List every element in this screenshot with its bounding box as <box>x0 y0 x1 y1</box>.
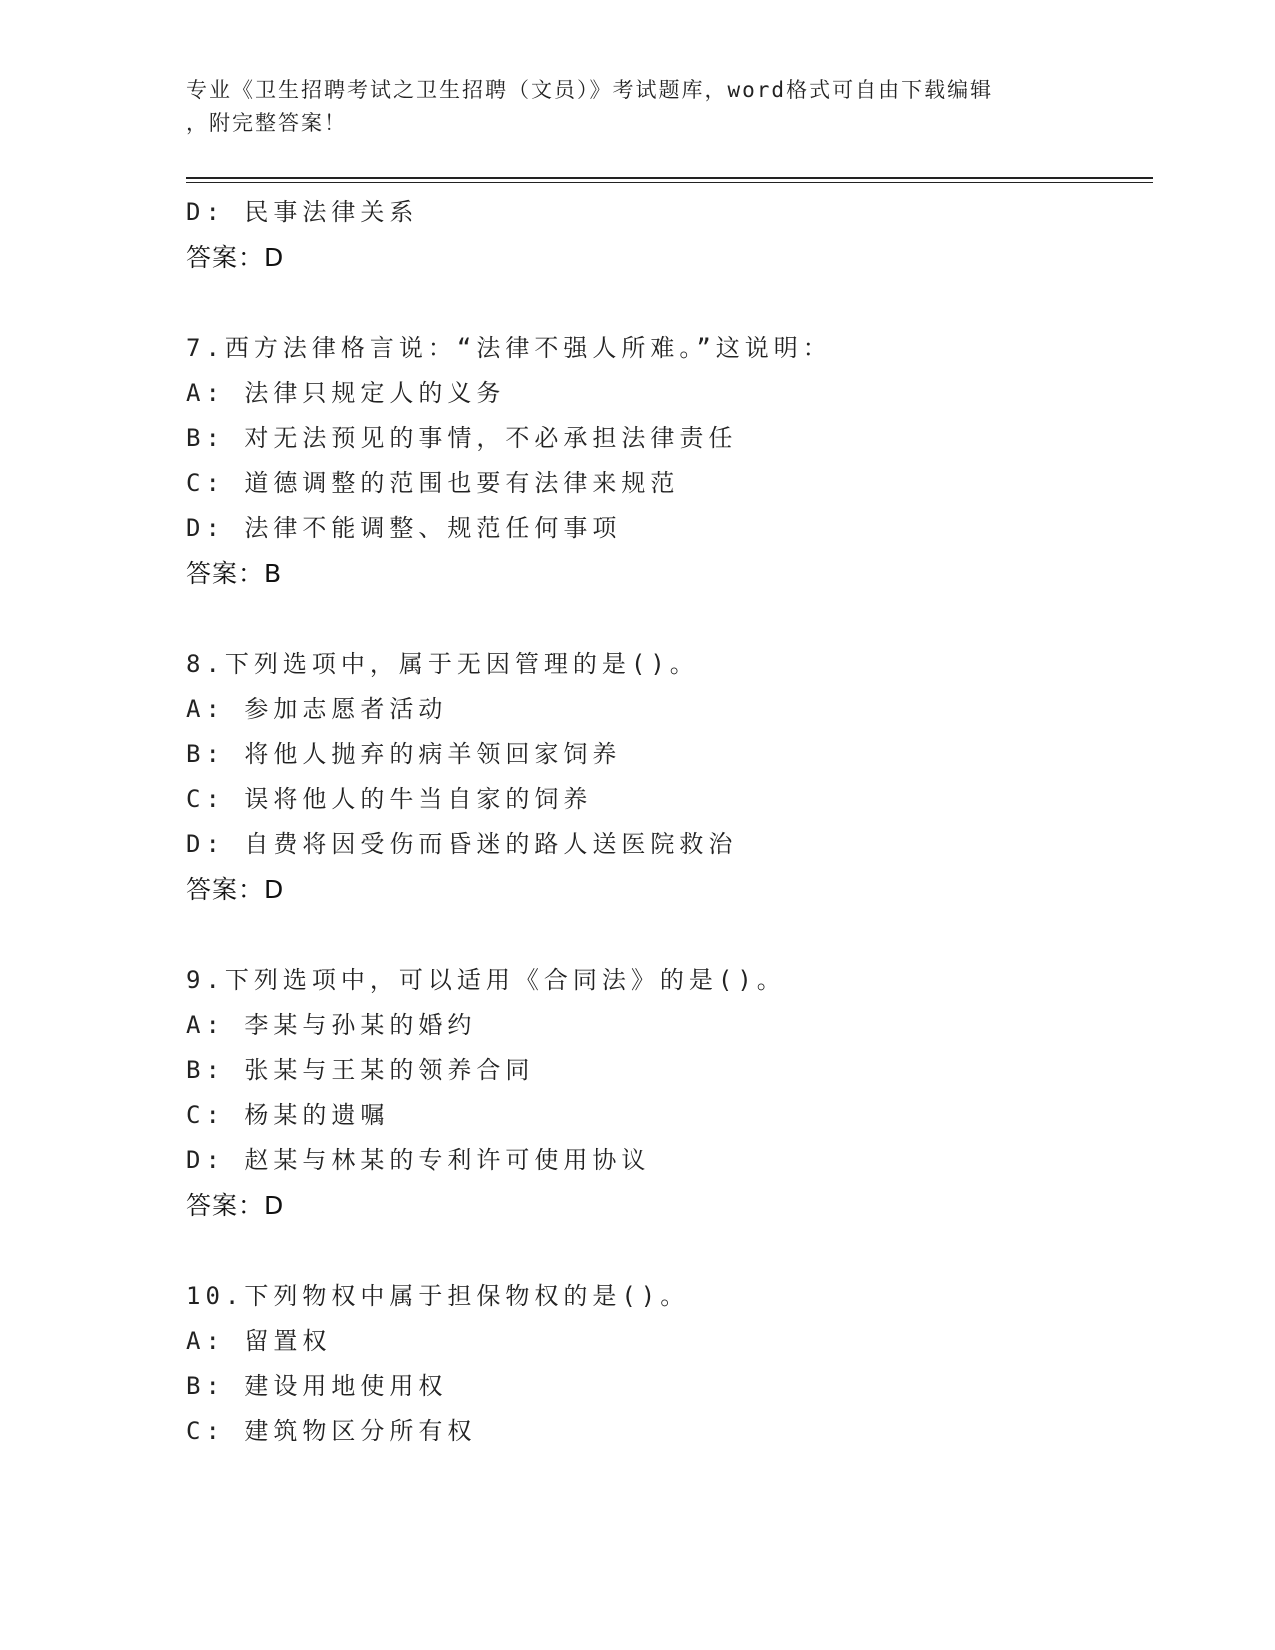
question-stem: 7.西方法律格言说：“法律不强人所难。”这说明： <box>186 334 832 362</box>
question-6-fragment <box>186 190 1153 280</box>
option-d: D: 自费将因受伤而昏迷的路人送医院救治 <box>186 830 738 858</box>
question-10 <box>186 1274 1153 1454</box>
option-c: C: 道德调整的范围也要有法律来规范 <box>186 469 680 497</box>
question-list <box>186 190 1153 1454</box>
option-c: C: 建筑物区分所有权 <box>186 1417 477 1445</box>
option-d: D: 赵某与林某的专利许可使用协议 <box>186 1146 651 1174</box>
option-b: B: 张某与王某的领养合同 <box>186 1056 535 1084</box>
answer: 答案：B <box>186 559 283 588</box>
question-8 <box>186 642 1153 912</box>
option-d: D: 民事法律关系 <box>186 198 419 226</box>
question-9 <box>186 958 1153 1228</box>
header-line-2: ，附完整答案！ <box>186 111 347 135</box>
option-b: B: 对无法预见的事情，不必承担法律责任 <box>186 424 738 452</box>
option-c: C: 杨某的遗嘱 <box>186 1101 390 1129</box>
option-b: B: 建设用地使用权 <box>186 1372 448 1400</box>
option-a: A: 参加志愿者活动 <box>186 695 448 723</box>
question-7 <box>186 326 1153 596</box>
header-line-1: 专业《卫生招聘考试之卫生招聘（文员）》考试题库，word格式可自由下载编辑 <box>186 78 994 102</box>
header-divider-thick <box>186 177 1153 179</box>
answer: 答案：D <box>186 1191 285 1220</box>
question-stem: 9.下列选项中，可以适用《合同法》的是()。 <box>186 966 786 994</box>
option-c: C: 误将他人的牛当自家的饲养 <box>186 785 593 813</box>
option-a: A: 留置权 <box>186 1327 332 1355</box>
answer: 答案：D <box>186 875 285 904</box>
question-stem: 10.下列物权中属于担保物权的是()。 <box>186 1282 690 1310</box>
option-a: A: 李某与孙某的婚约 <box>186 1011 477 1039</box>
document-header <box>186 74 1066 140</box>
option-a: A: 法律只规定人的义务 <box>186 379 506 407</box>
answer: 答案：D <box>186 243 285 272</box>
question-stem: 8.下列选项中，属于无因管理的是()。 <box>186 650 699 678</box>
option-b: B: 将他人抛弃的病羊领回家饲养 <box>186 740 622 768</box>
option-d: D: 法律不能调整、规范任何事项 <box>186 514 622 542</box>
header-divider-thin <box>186 182 1153 183</box>
